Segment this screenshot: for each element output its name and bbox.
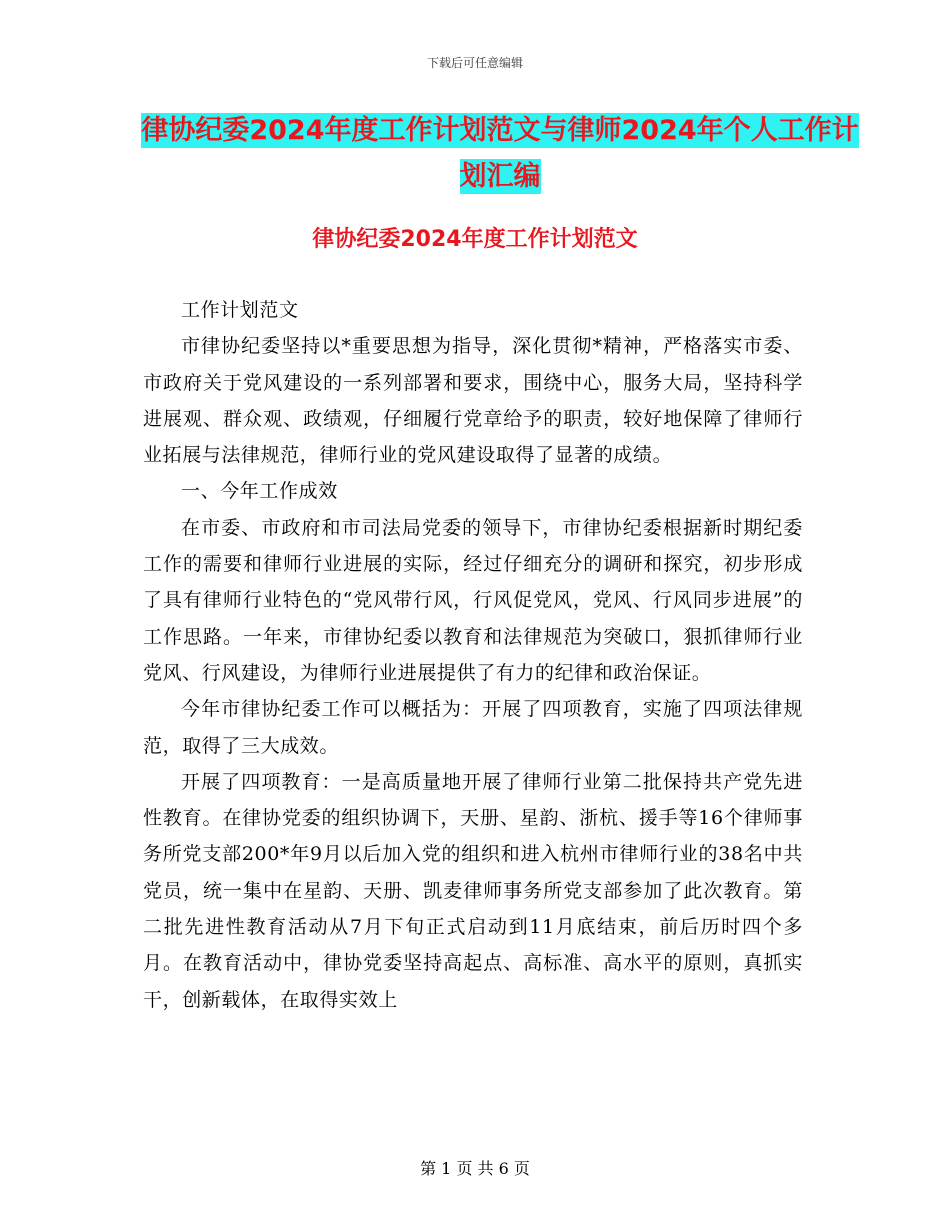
paragraph: 市律协纪委坚持以*重要思想为指导，深化贯彻*精神，严格落实市委、市政府关于党风建设的一系列部署和要求，围绕中心，服务大局，坚持科学进展观、群众观、政绩观，仔细履行党章给予的职责，较好地保障了律师行业拓展与法律规范，律师行业的党风建设取得了显著的成绩。 xyxy=(143,335,803,467)
paragraph: 今年市律协纪委工作可以概括为：开展了四项教育，实施了四项法律规范，取得了三大成效。 xyxy=(143,698,803,757)
document-title-text: 律协纪委2024年度工作计划范文与律师2024年个人工作计划汇编 xyxy=(141,115,859,192)
paragraph: 在市委、市政府和市司法局党委的领导下，市律协纪委根据新时期纪委工作的需要和律师行业进展的实际，经过仔细充分的调研和探究，初步形成了具有律师行业特色的“党风带行风，行风促党风，党风、行风同步进展”的工作思路。一年来，市律协纪委以教育和法律规范为突破口，狠抓律师行业党风、行风建设，为律师行业进展提供了有力的纪律和政治保证。 xyxy=(143,516,803,684)
paragraph: 工作计划范文 xyxy=(181,299,299,321)
document-body xyxy=(143,292,803,1018)
document-title xyxy=(140,108,860,200)
paragraph: 一、今年工作成效 xyxy=(181,480,338,503)
section-title: 律协纪委2024年度工作计划范文 xyxy=(312,227,638,252)
page-number-footer: 第 1 页 共 6 页 xyxy=(420,1159,530,1178)
paragraph: 开展了四项教育：一是高质量地开展了律师行业第二批保持共产党先进性教育。在律协党委的组织协调下，天册、星韵、浙杭、援手等16个律师事务所党支部200*年9月以后加入党的组织和进入杭州市律师行业的38名中共党员，统一集中在星韵、天册、凯麦律师事务所党支部参加了此次教育。第二批先进性教育活动从7月下旬正式启动到11月底结束，前后历时四个多月。在教育活动中，律协党委坚持高起点、高标准、高水平的原则，真抓实干，创新载体，在取得实效上 xyxy=(143,770,803,1011)
page-header-note: 下载后可任意编辑 xyxy=(426,56,523,70)
